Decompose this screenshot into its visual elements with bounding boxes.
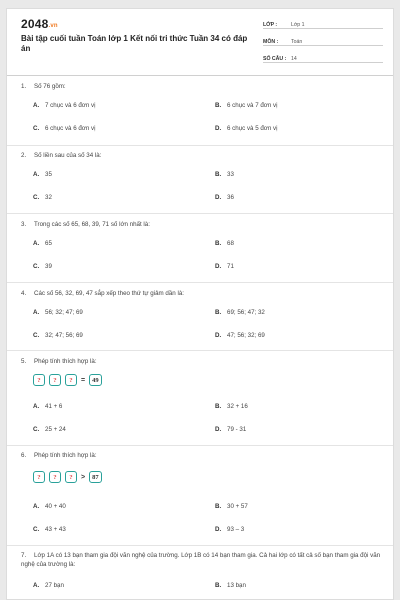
question-divider [7, 145, 393, 146]
meta-class [263, 17, 383, 29]
result-box: 87 [89, 471, 102, 483]
question-text: Trong các số 65, 68, 39, 71 số lớn nhất là: [34, 221, 150, 228]
meta-subject [263, 34, 383, 46]
worksheet [6, 8, 394, 600]
option-b[interactable]: B. 68 [215, 240, 234, 247]
option-b[interactable]: B. 33 [215, 171, 234, 178]
option-a[interactable]: A. 7 chục và 6 đơn vị [33, 102, 96, 109]
question-number: 1. [21, 83, 27, 90]
question-number: 5. [21, 358, 27, 365]
header-divider [7, 75, 393, 76]
question-number: 4. [21, 290, 27, 297]
question-2 [21, 151, 381, 160]
equals-sign: = [81, 376, 86, 384]
meta-label: MÔN : [263, 39, 279, 45]
option-d[interactable]: D. 93 – 3 [215, 526, 245, 533]
question-number: 2. [21, 152, 27, 159]
greater-than-sign: > [81, 473, 86, 481]
question-6 [21, 451, 381, 460]
option-a[interactable]: A. 56; 32; 47; 69 [33, 309, 83, 316]
question-7 [21, 551, 381, 569]
question-text: Số liền sau của số 34 là: [34, 152, 102, 159]
question-divider [7, 445, 393, 446]
question-text: Lớp 1A có 13 bạn tham gia đội văn nghệ của trường. Lớp 1B có 14 bạn tham gia. Cả hai lớp có tất cả số bạn tham gia đội văn nghệ của trường là: [21, 552, 381, 568]
worksheet-title: Bài tập cuối tuần Toán lớp 1 Kết nối tri thức Tuần 34 có đáp án [21, 34, 248, 53]
result-box: 49 [89, 374, 102, 386]
option-c[interactable]: C. 25 + 24 [33, 426, 66, 433]
option-d[interactable]: D. 71 [215, 263, 234, 270]
question-4 [21, 289, 381, 298]
meta-info [263, 17, 383, 68]
question-number: 7. [21, 552, 27, 559]
question-text: Số 76 gồm: [34, 83, 66, 90]
blank-box: ? [49, 471, 61, 483]
option-b[interactable]: B. 13 bạn [215, 582, 246, 589]
header [7, 9, 393, 73]
question-text: Phép tính thích hợp là: [34, 358, 97, 365]
meta-value: Toán [291, 39, 303, 45]
question-3 [21, 220, 381, 229]
meta-label: SỐ CÂU : [263, 56, 287, 62]
question-5 [21, 357, 381, 366]
option-d[interactable]: D. 6 chục và 5 đơn vị [215, 125, 278, 132]
meta-value: 14 [291, 56, 297, 62]
logo-text: 2048 [21, 17, 49, 31]
blank-box: ? [33, 471, 45, 483]
option-c[interactable]: C. 32; 47; 56; 69 [33, 332, 83, 339]
meta-label: LỚP : [263, 22, 278, 28]
blank-box: ? [65, 471, 77, 483]
question-divider [7, 282, 393, 283]
question-1 [21, 82, 381, 91]
option-b[interactable]: B. 30 + 57 [215, 503, 248, 510]
blank-box: ? [49, 374, 61, 386]
option-c[interactable]: C. 32 [33, 194, 52, 201]
expression [33, 374, 102, 386]
question-number: 3. [21, 221, 27, 228]
option-a[interactable]: A. 40 + 40 [33, 503, 66, 510]
question-divider [7, 545, 393, 546]
logo-suffix: .vn [48, 23, 58, 29]
option-b[interactable]: B. 6 chục và 7 đơn vị [215, 102, 278, 109]
option-a[interactable]: A. 35 [33, 171, 52, 178]
option-a[interactable]: A. 27 bạn [33, 582, 64, 589]
meta-value: Lớp 1 [291, 22, 305, 28]
blank-box: ? [33, 374, 45, 386]
option-c[interactable]: C. 6 chục và 6 đơn vị [33, 125, 96, 132]
option-c[interactable]: C. 43 + 43 [33, 526, 66, 533]
question-text: Phép tính thích hợp là: [34, 452, 97, 459]
option-a[interactable]: A. 41 + 6 [33, 403, 63, 410]
option-b[interactable]: B. 69; 56; 47; 32 [215, 309, 265, 316]
option-d[interactable]: D. 36 [215, 194, 234, 201]
blank-box: ? [65, 374, 77, 386]
question-number: 6. [21, 452, 27, 459]
expression [33, 471, 102, 483]
option-d[interactable]: D. 79 - 31 [215, 426, 247, 433]
meta-question-count [263, 51, 383, 63]
question-text: Các số 56, 32, 69, 47 sắp xếp theo thứ tự giảm dần là: [34, 290, 185, 297]
option-c[interactable]: C. 39 [33, 263, 52, 270]
question-divider [7, 213, 393, 214]
question-divider [7, 350, 393, 351]
option-b[interactable]: B. 32 + 16 [215, 403, 248, 410]
option-a[interactable]: A. 65 [33, 240, 52, 247]
option-d[interactable]: D. 47; 56; 32; 69 [215, 332, 265, 339]
